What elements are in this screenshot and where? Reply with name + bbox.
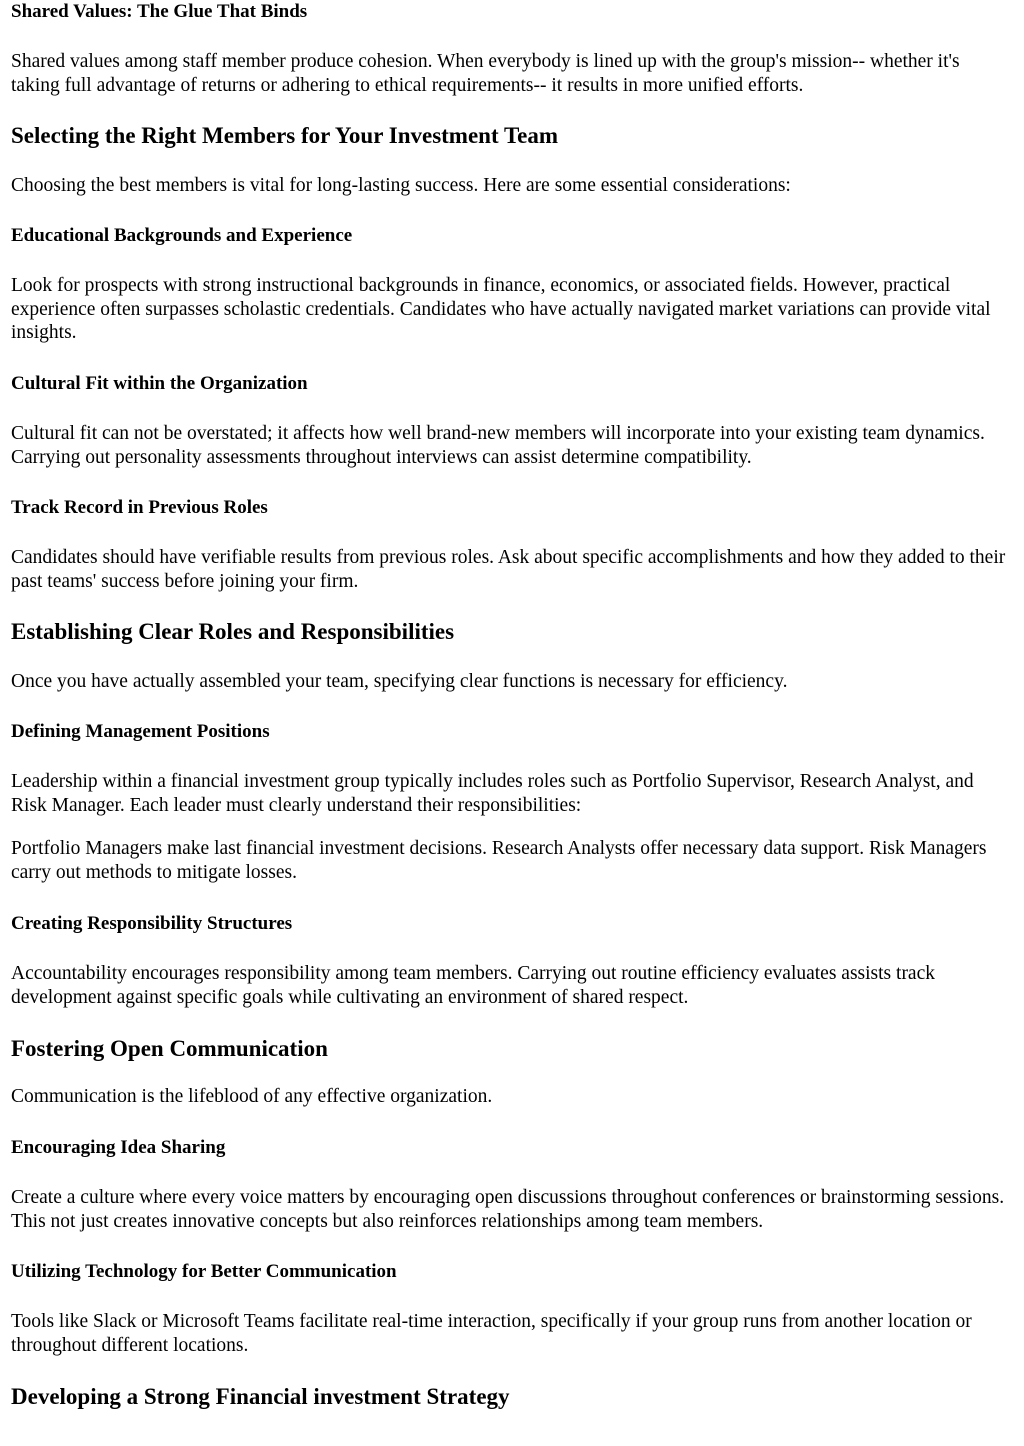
- paragraph-clear-roles: Once you have actually assembled your team, specifying clear functions is necessary for efficiency.: [11, 671, 788, 692]
- heading-cultural-fit: Cultural Fit within the Organization: [11, 373, 308, 394]
- paragraph-responsibility-structures: Accountability encourages responsibility among team members. Carrying out routine efficiency evaluates assists track development against specific goals while cultivating an environment of shared respect.: [11, 963, 935, 1008]
- heading-technology-communication: Utilizing Technology for Better Communication: [11, 1261, 397, 1282]
- heading-shared-values: Shared Values: The Glue That Binds: [11, 1, 308, 22]
- heading-idea-sharing: Encouraging Idea Sharing: [11, 1137, 226, 1158]
- paragraph-cultural-fit: Cultural fit can not be overstated; it affects how well brand-new members will incorporate into your existing team dynamics. Carrying out personality assessments throughout interviews can assist determine compatibility.: [11, 423, 985, 468]
- paragraph-selecting-members: Choosing the best members is vital for long-lasting success. Here are some essential considerations:: [11, 175, 791, 196]
- heading-clear-roles: Establishing Clear Roles and Responsibilities: [11, 619, 455, 644]
- paragraph-managers-duties: Portfolio Managers make last financial investment decisions. Research Analysts offer necessary data support. Risk Managers carry out methods to mitigate losses.: [11, 838, 987, 883]
- paragraph-technology-communication: Tools like Slack or Microsoft Teams facilitate real-time interaction, specifically if your group runs from another location or throughout different locations.: [11, 1311, 972, 1356]
- heading-selecting-members: Selecting the Right Members for Your Investment Team: [11, 123, 559, 148]
- heading-management-positions: Defining Management Positions: [11, 721, 270, 742]
- paragraph-track-record: Candidates should have verifiable results from previous roles. Ask about specific accomplishments and how they added to their past teams' success before joining your firm.: [11, 547, 1006, 592]
- heading-open-communication: Fostering Open Communication: [11, 1036, 328, 1061]
- heading-investment-strategy: Developing a Strong Financial investment Strategy: [11, 1384, 510, 1409]
- paragraph-educational-backgrounds: Look for prospects with strong instructional backgrounds in finance, economics, or associated fields. However, practical experience often surpasses scholastic credentials. Candidates who have actually navigated market variations can provide vital insights.: [11, 275, 991, 343]
- paragraph-management-positions: Leadership within a financial investment group typically includes roles such as Portfolio Supervisor, Research Analyst, and Risk Manager. Each leader must clearly understand their responsibilities:: [11, 771, 974, 816]
- heading-track-record: Track Record in Previous Roles: [11, 497, 268, 518]
- heading-responsibility-structures: Creating Responsibility Structures: [11, 913, 293, 934]
- heading-educational-backgrounds: Educational Backgrounds and Experience: [11, 225, 353, 246]
- paragraph-idea-sharing: Create a culture where every voice matters by encouraging open discussions throughout conferences or brainstorming sessions. This not just creates innovative concepts but also reinforces relationships among team members.: [11, 1187, 1005, 1232]
- paragraph-shared-values: Shared values among staff member produce cohesion. When everybody is lined up with the group's mission-- whether it's taking full advantage of returns or adhering to ethical requirements-- it results in more unified efforts.: [11, 51, 960, 96]
- paragraph-open-communication: Communication is the lifeblood of any effective organization.: [11, 1086, 493, 1107]
